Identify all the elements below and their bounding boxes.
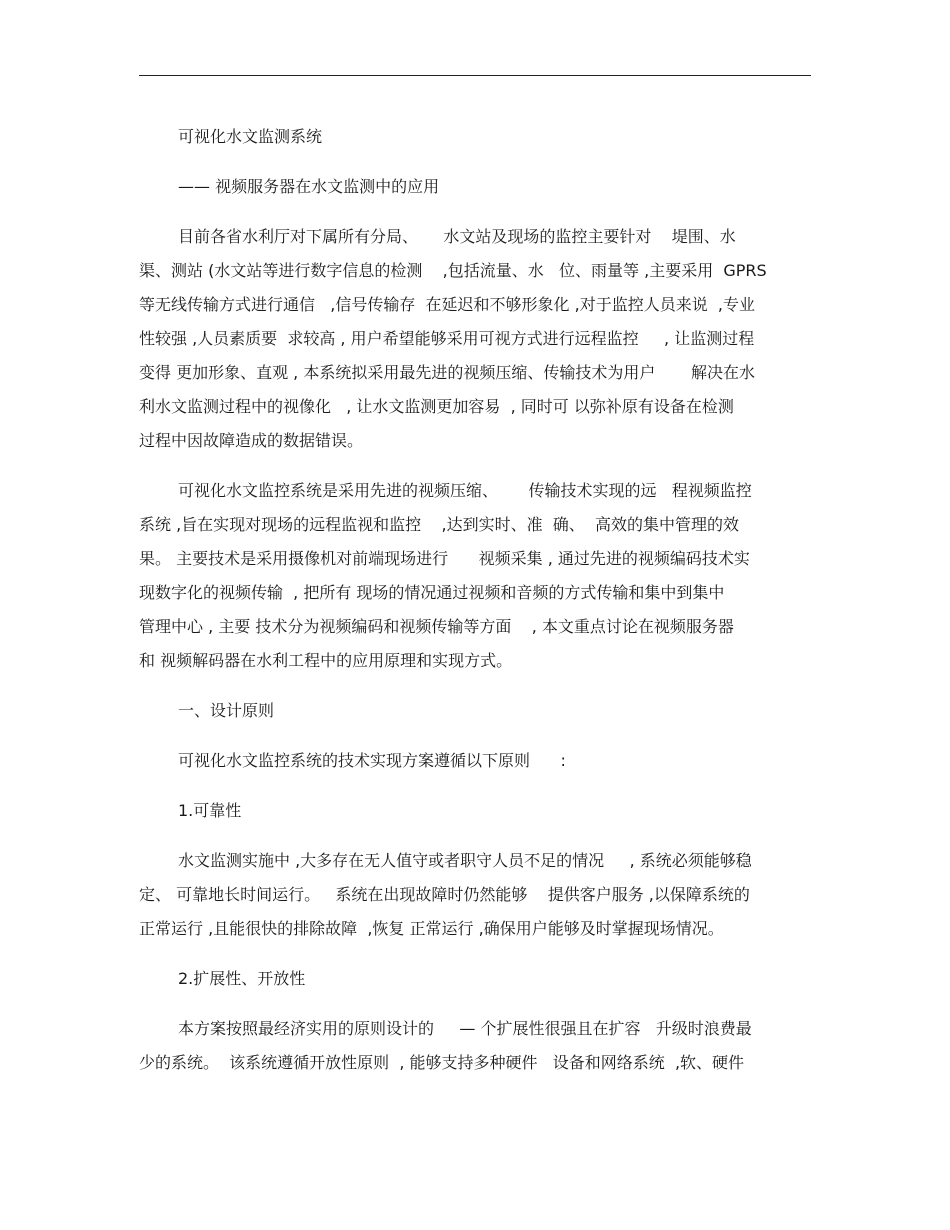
paragraph-line: 利水文监测过程中的视像化 , 让水文监测更加容易 , 同时可 以弥补原有设备在检测 [139, 397, 734, 416]
document-subtitle [139, 170, 811, 204]
item-1-heading [139, 794, 811, 828]
paragraph-line: 水文监测实施中 ,大多存在无人值守或者职守人员不足的情况 , 系统必须能够稳 [178, 851, 752, 870]
paragraph-line: 系统 ,旨在实现对现场的远程监视和监控 ,达到实时、准 确、 高效的集中管理的效 [139, 515, 739, 534]
item-2-body [139, 1012, 811, 1080]
paragraph-line: 定、 可靠地长时间运行。 系统在出现故障时仍然能够 提供客户服务 ,以保障系统的 [139, 885, 750, 904]
paragraph-line: 少的系统。 该系统遵循开放性原则 , 能够支持多种硬件 设备和网络系统 ,软、硬件 [139, 1053, 745, 1072]
document-body [139, 120, 811, 1080]
subtitle-text: —— 视频服务器在水文监测中的应用 [178, 177, 440, 196]
paragraph-line: 性较强 ,人员素质要 求较高 , 用户希望能够采用可视方式进行远程监控 , 让监测过程 [139, 329, 755, 348]
section-1-intro [139, 744, 811, 778]
paragraph-line: 本方案按照最经济实用的原则设计的 — 个扩展性很强且在扩容 升级时浪费最 [178, 1019, 752, 1038]
paragraph-line: 果。 主要技术是采用摄像机对前端现场进行 视频采集 , 通过先进的视频编码技术实 [139, 549, 750, 568]
item-heading-text: 1.可靠性 [178, 801, 242, 820]
item-2-heading [139, 962, 811, 996]
section-1-heading [139, 694, 811, 728]
paragraph-line: 过程中因故障造成的数据错误。 [139, 431, 364, 450]
paragraph-2 [139, 474, 811, 678]
paragraph-line: 和 视频解码器在水利工程中的应用原理和实现方式。 [139, 651, 513, 670]
section-intro-text: 可视化水文监控系统的技术实现方案遵循以下原则 : [178, 751, 566, 770]
paragraph-line: 目前各省水利厅对下属所有分局、 水文站及现场的监控主要针对 堤围、水 [178, 227, 736, 246]
item-1-body [139, 844, 811, 946]
paragraph-line: 变得 更加形象、直观 , 本系统拟采用最先进的视频压缩、传输技术为用户 解决在水 [139, 363, 755, 382]
paragraph-1 [139, 220, 811, 458]
paragraph-line: 渠、测站 (水文站等进行数字信息的检测 ,包括流量、水 位、雨量等 ,主要采用 GPRS [139, 261, 767, 280]
paragraph-line: 可视化水文监控系统是采用先进的视频压缩、 传输技术实现的远 程视频监控 [178, 481, 752, 500]
paragraph-line: 管理中心 , 主要 技术分为视频编码和视频传输等方面 , 本文重点讨论在视频服务器 [139, 617, 734, 636]
paragraph-line: 等无线传输方式进行通信 ,信号传输存 在延迟和不够形象化 ,对于监控人员来说 ,专业 [139, 295, 755, 314]
header-rule [139, 75, 811, 76]
document-title [139, 120, 811, 154]
paragraph-line: 正常运行 ,且能很快的排除故障 ,恢复 正常运行 ,确保用户能够及时掌握现场情况。 [139, 919, 724, 938]
section-heading-text: 一、设计原则 [178, 701, 275, 720]
paragraph-line: 现数字化的视频传输 , 把所有 现场的情况通过视频和音频的方式传输和集中到集中 [139, 583, 725, 602]
title-text: 可视化水文监测系统 [178, 127, 323, 146]
item-heading-text: 2.扩展性、开放性 [178, 969, 306, 988]
